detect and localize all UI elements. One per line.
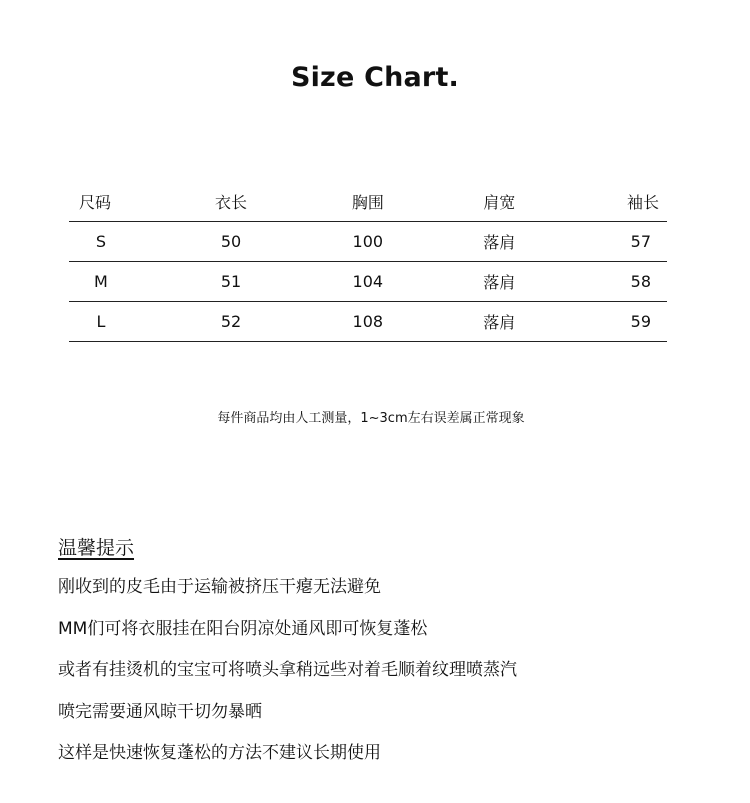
cell-shoulder: 落肩 xyxy=(407,302,593,342)
tip-line: 这样是快速恢复蓬松的方法不建议长期使用 xyxy=(58,743,381,763)
size-chart-table xyxy=(69,182,667,342)
header-shoulder: 肩宽 xyxy=(407,182,593,222)
measurement-note: 每件商品均由人工测量，1~3cm左右误差属正常现象 xyxy=(217,411,525,426)
table-row xyxy=(69,262,667,302)
cell-size: M xyxy=(69,262,133,302)
header-length: 衣长 xyxy=(133,182,329,222)
cell-length: 51 xyxy=(133,262,329,302)
cell-size: L xyxy=(69,302,133,342)
cell-sleeve: 58 xyxy=(592,262,667,302)
cell-chest: 100 xyxy=(329,222,406,262)
cell-length: 52 xyxy=(133,302,329,342)
header-sleeve: 袖长 xyxy=(592,182,667,222)
cell-size: S xyxy=(69,222,133,262)
header-chest: 胸围 xyxy=(329,182,406,222)
cell-length: 50 xyxy=(133,222,329,262)
tip-line: 刚收到的皮毛由于运输被挤压干瘪无法避免 xyxy=(58,577,381,597)
tip-line: MM们可将衣服挂在阳台阴凉处通风即可恢复蓬松 xyxy=(58,618,428,639)
header-size: 尺码 xyxy=(69,182,133,222)
tips-list xyxy=(58,567,738,775)
cell-sleeve: 57 xyxy=(592,222,667,262)
tip-line: 喷完需要通风晾干切勿暴晒 xyxy=(58,701,262,722)
table-header-row xyxy=(69,182,667,222)
table-row xyxy=(69,222,667,262)
cell-sleeve: 59 xyxy=(592,302,667,342)
cell-shoulder: 落肩 xyxy=(407,262,593,302)
tip-line: 或者有挂烫机的宝宝可将喷头拿稍远些对着毛顺着纹理喷蒸汽 xyxy=(58,660,517,680)
table-row xyxy=(69,302,667,342)
tips-heading: 温馨提示 xyxy=(58,537,135,559)
cell-chest: 104 xyxy=(329,262,406,302)
tips-section xyxy=(58,534,738,775)
cell-chest: 108 xyxy=(329,302,406,342)
page-title: Size Chart. xyxy=(290,62,460,93)
cell-shoulder: 落肩 xyxy=(407,222,593,262)
